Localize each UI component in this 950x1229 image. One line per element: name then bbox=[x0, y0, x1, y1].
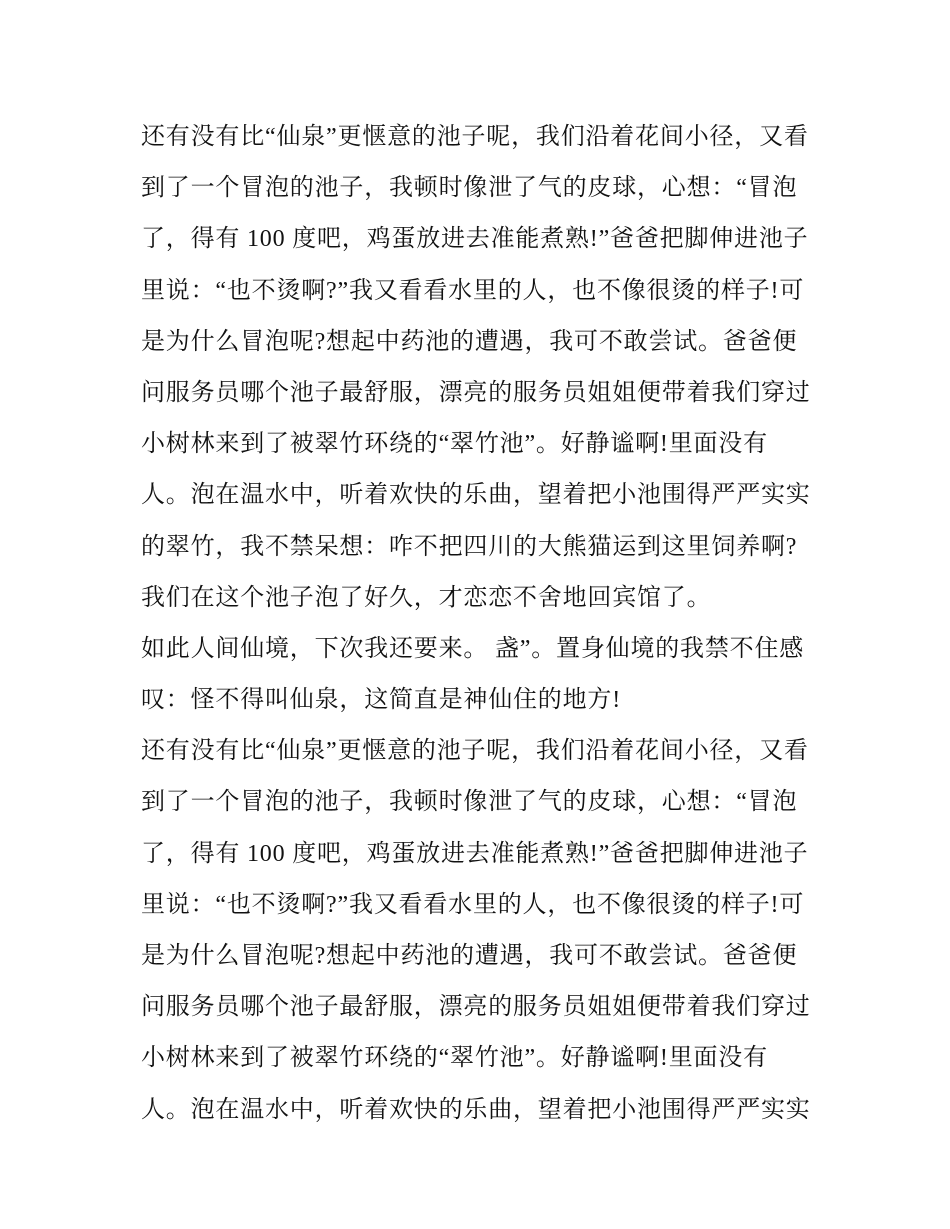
text-line: 如此人间仙境，下次我还要来。 盏”。置身仙境的我禁不住感 bbox=[141, 635, 805, 662]
text-line: 我们在这个池子泡了好久，才恋恋不舍地回宾馆了。 bbox=[141, 584, 712, 611]
text-line: 还有没有比“仙泉”更惬意的池子呢，我们沿着花间小径，又看 bbox=[141, 124, 809, 150]
text-line: 人。泡在温水中，听着欢快的乐曲，望着把小池围得严严实实 bbox=[141, 1096, 811, 1123]
text-line: 是为什么冒泡呢?想起中药池的遭遇，我可不敢尝试。爸爸便 bbox=[141, 328, 798, 355]
text-line: 小树林来到了被翠竹环绕的“翠竹池”。好静谧啊!里面没有 bbox=[141, 1045, 768, 1072]
text-line: 小树林来到了被翠竹环绕的“翠竹池”。好静谧啊!里面没有 bbox=[141, 431, 768, 458]
text-line: 叹：怪不得叫仙泉，这简直是神仙住的地方! bbox=[141, 687, 621, 714]
document-body bbox=[141, 112, 841, 1136]
text-line: 的翠竹，我不禁呆想：咋不把四川的大熊猫运到这里饲养啊? bbox=[141, 533, 798, 560]
text-line: 了，得有 100 度吧，鸡蛋放进去准能煮熟!”爸爸把脚伸进池子 bbox=[141, 840, 809, 867]
text-line: 问服务员哪个池子最舒服，漂亮的服务员姐姐便带着我们穿过 bbox=[141, 994, 811, 1021]
text-line: 是为什么冒泡呢?想起中药池的遭遇，我可不敢尝试。爸爸便 bbox=[141, 943, 798, 969]
text-line: 里说：“也不烫啊?”我又看看水里的人，也不像很烫的样子!可 bbox=[141, 277, 805, 304]
text-line: 到了一个冒泡的池子，我顿时像泄了气的皮球，心想：“冒泡 bbox=[141, 789, 798, 816]
text-line: 问服务员哪个池子最舒服，漂亮的服务员姐姐便带着我们穿过 bbox=[141, 379, 811, 406]
text-line: 了，得有 100 度吧，鸡蛋放进去准能煮熟!”爸爸把脚伸进池子 bbox=[141, 226, 809, 253]
text-line: 里说：“也不烫啊?”我又看看水里的人，也不像很烫的样子!可 bbox=[141, 891, 805, 918]
text-line: 人。泡在温水中，听着欢快的乐曲，望着把小池围得严严实实 bbox=[141, 482, 811, 509]
text-line: 还有没有比“仙泉”更惬意的池子呢，我们沿着花间小径，又看 bbox=[141, 738, 809, 765]
text-line: 到了一个冒泡的池子，我顿时像泄了气的皮球，心想：“冒泡 bbox=[141, 175, 798, 202]
